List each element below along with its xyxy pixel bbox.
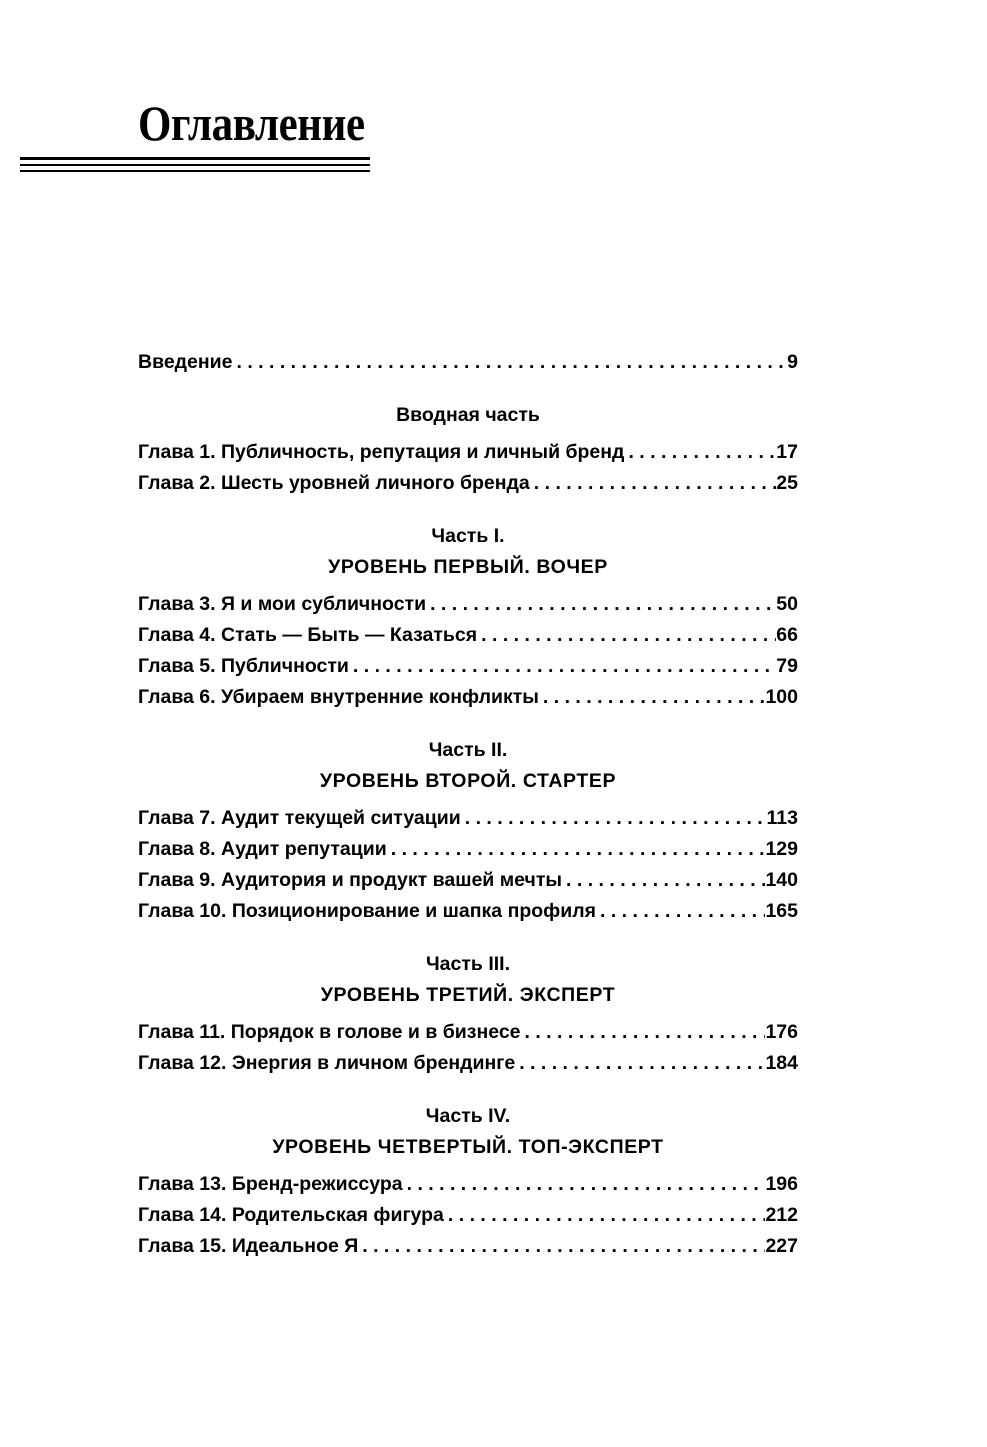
toc-entry-page: 196 bbox=[765, 1173, 798, 1195]
toc-entry-page: 129 bbox=[765, 838, 798, 860]
toc-entry-page: 9 bbox=[787, 351, 798, 373]
dot-leader bbox=[358, 1231, 765, 1262]
dot-leader bbox=[387, 834, 766, 865]
toc-entry-page: 100 bbox=[765, 686, 798, 708]
toc-entry-intro[interactable] bbox=[138, 347, 798, 378]
title-underline bbox=[20, 157, 370, 160]
toc-entry[interactable] bbox=[138, 1048, 798, 1079]
dot-leader bbox=[530, 468, 777, 499]
dot-leader bbox=[515, 1048, 765, 1079]
toc-entry[interactable] bbox=[138, 865, 798, 896]
section-subtitle: УРОВЕНЬ ВТОРОЙ. СТАРТЕР bbox=[319, 770, 617, 792]
toc-entry-page: 79 bbox=[776, 655, 798, 677]
toc-entry[interactable] bbox=[138, 896, 798, 927]
dot-leader bbox=[596, 896, 765, 927]
toc-entry[interactable] bbox=[138, 1200, 798, 1231]
section-label: Часть I. bbox=[431, 525, 505, 547]
section-label: Часть III. bbox=[425, 953, 511, 975]
dot-leader bbox=[539, 682, 766, 713]
dot-leader bbox=[562, 865, 765, 896]
toc-entry-title: Глава 12. Энергия в личном брендинге bbox=[138, 1052, 516, 1074]
dot-leader bbox=[477, 620, 776, 651]
toc-entry-page: 176 bbox=[765, 1021, 798, 1043]
dot-leader bbox=[461, 803, 767, 834]
toc-entry-page: 113 bbox=[766, 807, 798, 829]
toc-entry[interactable] bbox=[138, 589, 798, 620]
toc-entry-title: Глава 5. Публичности bbox=[138, 655, 349, 677]
dot-leader bbox=[521, 1017, 766, 1048]
toc-entry[interactable] bbox=[138, 1017, 798, 1048]
toc-entry-title: Введение bbox=[138, 351, 233, 373]
section-subtitle: УРОВЕНЬ ПЕРВЫЙ. ВОЧЕР bbox=[328, 556, 608, 578]
page-title: Оглавление bbox=[138, 95, 365, 151]
section-subtitle: УРОВЕНЬ ЧЕТВЕРТЫЙ. ТОП-ЭКСПЕРТ bbox=[272, 1136, 664, 1158]
toc-entry[interactable] bbox=[138, 437, 798, 468]
dot-leader bbox=[349, 651, 776, 682]
toc-entry-title: Глава 3. Я и мои субличности bbox=[138, 593, 427, 615]
toc-entry-title: Глава 11. Порядок в голове и в бизнесе bbox=[138, 1021, 521, 1043]
toc-entry[interactable] bbox=[138, 803, 798, 834]
toc-entry-page: 165 bbox=[765, 900, 798, 922]
title-underline bbox=[20, 164, 370, 166]
dot-leader bbox=[444, 1200, 766, 1231]
toc-entry[interactable] bbox=[138, 834, 798, 865]
toc-entry-page: 184 bbox=[765, 1052, 798, 1074]
toc-entry-title: Глава 6. Убираем внутренние конфликты bbox=[138, 686, 539, 708]
toc-entry-page: 50 bbox=[776, 593, 798, 615]
toc-entry[interactable] bbox=[138, 1169, 798, 1200]
section-label: Вводная часть bbox=[396, 404, 540, 426]
toc-entry-title: Глава 14. Родительская фигура bbox=[138, 1204, 444, 1226]
section-label: Часть II. bbox=[428, 739, 508, 761]
toc-entry[interactable] bbox=[138, 1231, 798, 1262]
toc-entry-title: Глава 13. Бренд-режиссура bbox=[138, 1173, 403, 1195]
toc-entry-title: Глава 15. Идеальное Я bbox=[138, 1235, 359, 1257]
toc-entry[interactable] bbox=[138, 682, 798, 713]
dot-leader bbox=[233, 347, 788, 378]
toc-entry-page: 140 bbox=[765, 869, 798, 891]
toc-entry-title: Глава 9. Аудитория и продукт вашей мечты bbox=[138, 869, 563, 891]
toc-entry-title: Глава 1. Публичность, репутация и личный бренд bbox=[138, 441, 625, 463]
toc-entry-title: Глава 2. Шесть уровней личного бренда bbox=[138, 472, 530, 494]
dot-leader bbox=[426, 589, 776, 620]
section-subtitle: УРОВЕНЬ ТРЕТИЙ. ЭКСПЕРТ bbox=[320, 984, 616, 1006]
table-of-contents bbox=[138, 347, 798, 1262]
dot-leader bbox=[624, 437, 776, 468]
toc-entry-title: Глава 10. Позиционирование и шапка профиля bbox=[138, 900, 596, 922]
toc-entry[interactable] bbox=[138, 651, 798, 682]
toc-entry-page: 66 bbox=[776, 624, 798, 646]
title-underline bbox=[20, 170, 370, 172]
toc-entry-page: 227 bbox=[765, 1235, 798, 1257]
toc-entry-title: Глава 7. Аудит текущей ситуации bbox=[138, 807, 461, 829]
toc-entry[interactable] bbox=[138, 468, 798, 499]
toc-entry-title: Глава 4. Стать — Быть — Казаться bbox=[138, 624, 478, 646]
dot-leader bbox=[403, 1169, 766, 1200]
toc-entry[interactable] bbox=[138, 620, 798, 651]
toc-entry-page: 17 bbox=[776, 441, 798, 463]
toc-entry-page: 212 bbox=[765, 1204, 798, 1226]
section-label: Часть IV. bbox=[425, 1105, 511, 1127]
toc-entry-page: 25 bbox=[776, 472, 798, 494]
toc-entry-title: Глава 8. Аудит репутации bbox=[138, 838, 387, 860]
